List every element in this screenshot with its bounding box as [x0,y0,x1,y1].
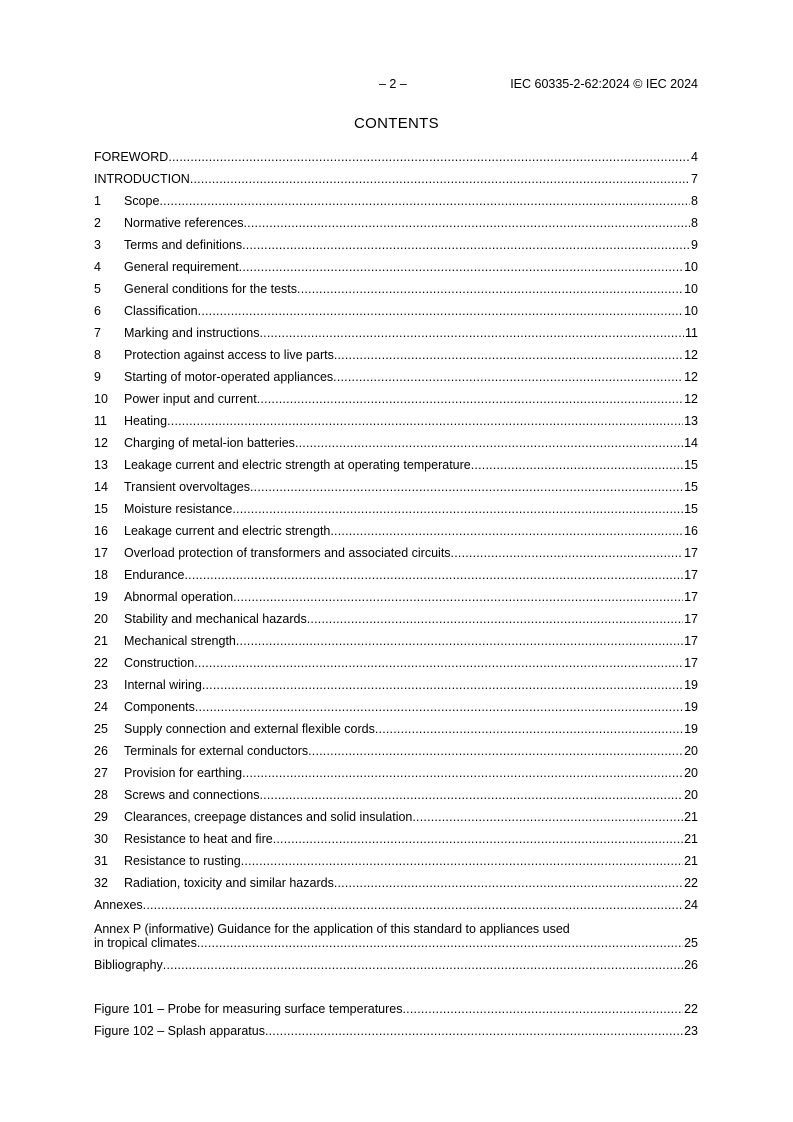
toc-entry[interactable] [94,145,698,167]
toc-entry-label: Figure 101 – Probe for measuring surface temperatures [94,1002,403,1016]
dot-leader [244,216,691,230]
toc-entry-page: 17 [684,656,698,670]
toc-entry-number: 12 [94,436,108,450]
dot-leader [236,634,683,648]
toc-entry-page: 19 [684,722,698,736]
toc-entry-page: 15 [684,480,698,494]
toc-entry-number: 13 [94,458,108,472]
dot-leader [242,238,690,252]
toc-entry-page: 9 [691,238,698,252]
toc-entry[interactable] [94,475,698,497]
toc-entry-page: 17 [684,568,698,582]
toc-entry-page: 19 [684,678,698,692]
toc-entry-label: INTRODUCTION [94,172,190,186]
toc-entry-label: Bibliography [94,958,163,972]
toc-entry-page: 12 [684,348,698,362]
toc-entry-page: 8 [691,216,698,230]
toc-entry-label: FOREWORD [94,150,169,164]
toc-entry-page: 17 [684,546,698,560]
toc-entry-label: Stability and mechanical hazards [124,612,307,626]
toc-entry-label: Provision for earthing [124,766,243,780]
toc-entry-page: 15 [684,502,698,516]
toc-entry-label: Overload protection of transformers and associated circuits [124,546,451,560]
toc-entry[interactable] [94,321,698,343]
dot-leader [333,370,683,384]
dot-leader [307,612,683,626]
toc-entry-label: Internal wiring [124,678,202,692]
toc-entry-page: 10 [684,304,698,318]
toc-entry[interactable] [94,739,698,761]
toc-entry[interactable] [94,783,698,805]
page-title: CONTENTS [354,115,439,132]
toc-entry[interactable] [94,255,698,277]
toc-entry-page: 22 [684,876,698,890]
dot-leader [167,414,683,428]
toc-entry-annex-p[interactable] [94,915,698,953]
toc-entry-number: 15 [94,502,108,516]
toc-entry[interactable] [94,695,698,717]
toc-entry[interactable] [94,629,698,651]
toc-entry[interactable] [94,431,698,453]
toc-entry-page: 14 [684,436,698,450]
dot-leader [184,568,683,582]
toc-entry-number: 1 [94,194,101,208]
toc-entry-label: Mechanical strength [124,634,236,648]
toc-entry-label: Classification [124,304,198,318]
toc-entry-page: 4 [691,150,698,164]
toc-entry[interactable] [94,497,698,519]
toc-entry[interactable] [94,953,698,975]
dot-leader [412,810,683,824]
toc-entry-number: 6 [94,304,101,318]
toc-entry[interactable] [94,167,698,189]
toc-entry-label: Power input and current [124,392,257,406]
toc-entry[interactable] [94,585,698,607]
toc-entry-label-continued: in tropical climates [94,936,197,950]
toc-entry[interactable] [94,849,698,871]
toc-entry[interactable] [94,761,698,783]
toc-entry-page: 8 [691,194,698,208]
toc-entry-number: 28 [94,788,108,802]
toc-entry-label: Endurance [124,568,185,582]
toc-entry[interactable] [94,541,698,563]
toc-entry-label: Scope [124,194,160,208]
toc-entry-label: Moisture resistance [124,502,233,516]
dot-leader [198,304,683,318]
toc-entry[interactable] [94,299,698,321]
toc-entry-label: Leakage current and electric strength at operating temperature [124,458,471,472]
toc-entry-label: Terminals for external conductors [124,744,309,758]
toc-entry-label: Transient overvoltages [124,480,250,494]
dot-leader [197,936,683,950]
toc-entry-number: 30 [94,832,108,846]
dot-leader [168,150,690,164]
toc-entry[interactable] [94,519,698,541]
toc-entry-number: 17 [94,546,108,560]
toc-entry-label: Annexes [94,898,143,912]
toc-entry-number: 27 [94,766,108,780]
toc-entry-page: 23 [684,1024,698,1038]
dot-leader [471,458,683,472]
toc-entry-page: 12 [684,370,698,384]
toc-entry-label: Radiation, toxicity and similar hazards [124,876,334,890]
toc-entry-number: 19 [94,590,108,604]
toc-entry[interactable] [94,673,698,695]
toc-entry-label: Figure 102 – Splash apparatus [94,1024,265,1038]
toc-entry[interactable] [94,717,698,739]
toc-entry-page: 12 [684,392,698,406]
toc-entry-page: 16 [684,524,698,538]
dot-leader [257,392,683,406]
toc-entry-page: 20 [684,744,698,758]
toc-entry-label: Abnormal operation [124,590,234,604]
toc-entry-page: 21 [684,832,698,846]
dot-leader [334,876,683,890]
toc-entry-page: 25 [684,936,698,950]
toc-entry-number: 8 [94,348,101,362]
figure-entry[interactable] [94,1019,698,1041]
toc-entry-number: 18 [94,568,108,582]
toc-entry-label: Normative references [124,216,244,230]
toc-entry-page: 17 [684,590,698,604]
dot-leader [233,590,683,604]
dot-leader [194,656,683,670]
toc-entry-page: 17 [684,634,698,648]
toc-entry-page: 21 [684,854,698,868]
toc-entry-number: 11 [94,414,107,428]
toc-entry-label: Supply connection and external flexible cords [124,722,375,736]
toc-entry-page: 15 [684,458,698,472]
dot-leader [451,546,684,560]
dot-leader [297,282,683,296]
toc-entry[interactable] [94,651,698,673]
toc-entry-number: 4 [94,260,101,274]
toc-entry-label: Annex P (informative) Guidance for the application of this standard to appliances used [94,922,570,936]
toc-entry-number: 29 [94,810,108,824]
toc-entry-number: 9 [94,370,101,384]
figure-entry[interactable] [94,997,698,1019]
toc-entry-number: 23 [94,678,108,692]
toc-entry[interactable] [94,893,698,915]
document-id: IEC 60335-2-62:2024 © IEC 2024 [510,77,698,91]
toc-entry-number: 16 [94,524,108,538]
toc-entry-page: 11 [685,326,698,340]
toc-entry-number: 32 [94,876,108,890]
toc-entry[interactable] [94,827,698,849]
toc-entry-label: Resistance to heat and fire [124,832,273,846]
dot-leader [334,348,683,362]
toc-entry-number: 26 [94,744,108,758]
toc-entry-label: Heating [124,414,168,428]
dot-leader [239,260,683,274]
dot-leader [143,898,683,912]
toc-entry-label: Protection against access to live parts [124,348,334,362]
toc-entry[interactable] [94,871,698,893]
toc-entry-page: 20 [684,788,698,802]
toc-entry-label: General requirement [124,260,239,274]
dot-leader [330,524,683,538]
dot-leader [259,326,684,340]
toc-entry-page: 17 [684,612,698,626]
toc-entry-label: Construction [124,656,195,670]
toc-entry[interactable] [94,409,698,431]
toc-entry-number: 14 [94,480,108,494]
toc-entry[interactable] [94,233,698,255]
toc-entry-number: 2 [94,216,101,230]
dot-leader [265,1024,683,1038]
dot-leader [159,194,690,208]
dot-leader [273,832,683,846]
toc-entry[interactable] [94,563,698,585]
dot-leader [375,722,683,736]
dot-leader [242,766,683,780]
dot-leader [232,502,683,516]
toc-entry-number: 21 [94,634,108,648]
toc-entry-label: Resistance to rusting [124,854,241,868]
toc-entry-page: 19 [684,700,698,714]
toc-entry-number: 3 [94,238,101,252]
toc-entry[interactable] [94,453,698,475]
toc-entry[interactable] [94,365,698,387]
dot-leader [295,436,683,450]
dot-leader [403,1002,684,1016]
page-number: – 2 – [379,77,407,91]
toc-entry-page: 7 [691,172,698,186]
toc-entry[interactable] [94,387,698,409]
toc-entry-page: 20 [684,766,698,780]
toc-entry[interactable] [94,211,698,233]
dot-leader [163,958,683,972]
toc-entry-label: Charging of metal-ion batteries [124,436,295,450]
toc-entry-number: 24 [94,700,108,714]
dot-leader [241,854,683,868]
toc-entry-label: Clearances, creepage distances and solid insulation [124,810,413,824]
table-of-contents [94,145,698,1041]
toc-entry-page: 24 [684,898,698,912]
toc-entry-page: 26 [684,958,698,972]
toc-entry-label: Starting of motor-operated appliances [124,370,334,384]
toc-entry-label: General conditions for the tests [124,282,298,296]
dot-leader [260,788,684,802]
dot-leader [202,678,683,692]
dot-leader [308,744,683,758]
section-spacer [94,975,698,997]
toc-entry-label: Terms and definitions [124,238,243,252]
toc-entry-number: 7 [94,326,101,340]
toc-entry[interactable] [94,805,698,827]
page-header [94,77,698,93]
toc-entry[interactable] [94,607,698,629]
toc-entry-number: 25 [94,722,108,736]
toc-entry-label: Leakage current and electric strength [124,524,331,538]
toc-entry-number: 10 [94,392,108,406]
toc-entry-page: 21 [684,810,698,824]
dot-leader [195,700,683,714]
toc-entry-page: 10 [684,260,698,274]
toc-entry-page: 13 [684,414,698,428]
toc-entry[interactable] [94,343,698,365]
toc-entry[interactable] [94,189,698,211]
dot-leader [250,480,683,494]
toc-entry-page: 22 [684,1002,698,1016]
toc-entry-number: 22 [94,656,108,670]
toc-entry-number: 5 [94,282,101,296]
toc-entry-number: 31 [94,854,108,868]
toc-entry-page: 10 [684,282,698,296]
toc-entry[interactable] [94,277,698,299]
toc-entry-label: Components [124,700,195,714]
toc-entry-number: 20 [94,612,108,626]
dot-leader [190,172,690,186]
toc-entry-label: Marking and instructions [124,326,260,340]
toc-entry-label: Screws and connections [124,788,260,802]
